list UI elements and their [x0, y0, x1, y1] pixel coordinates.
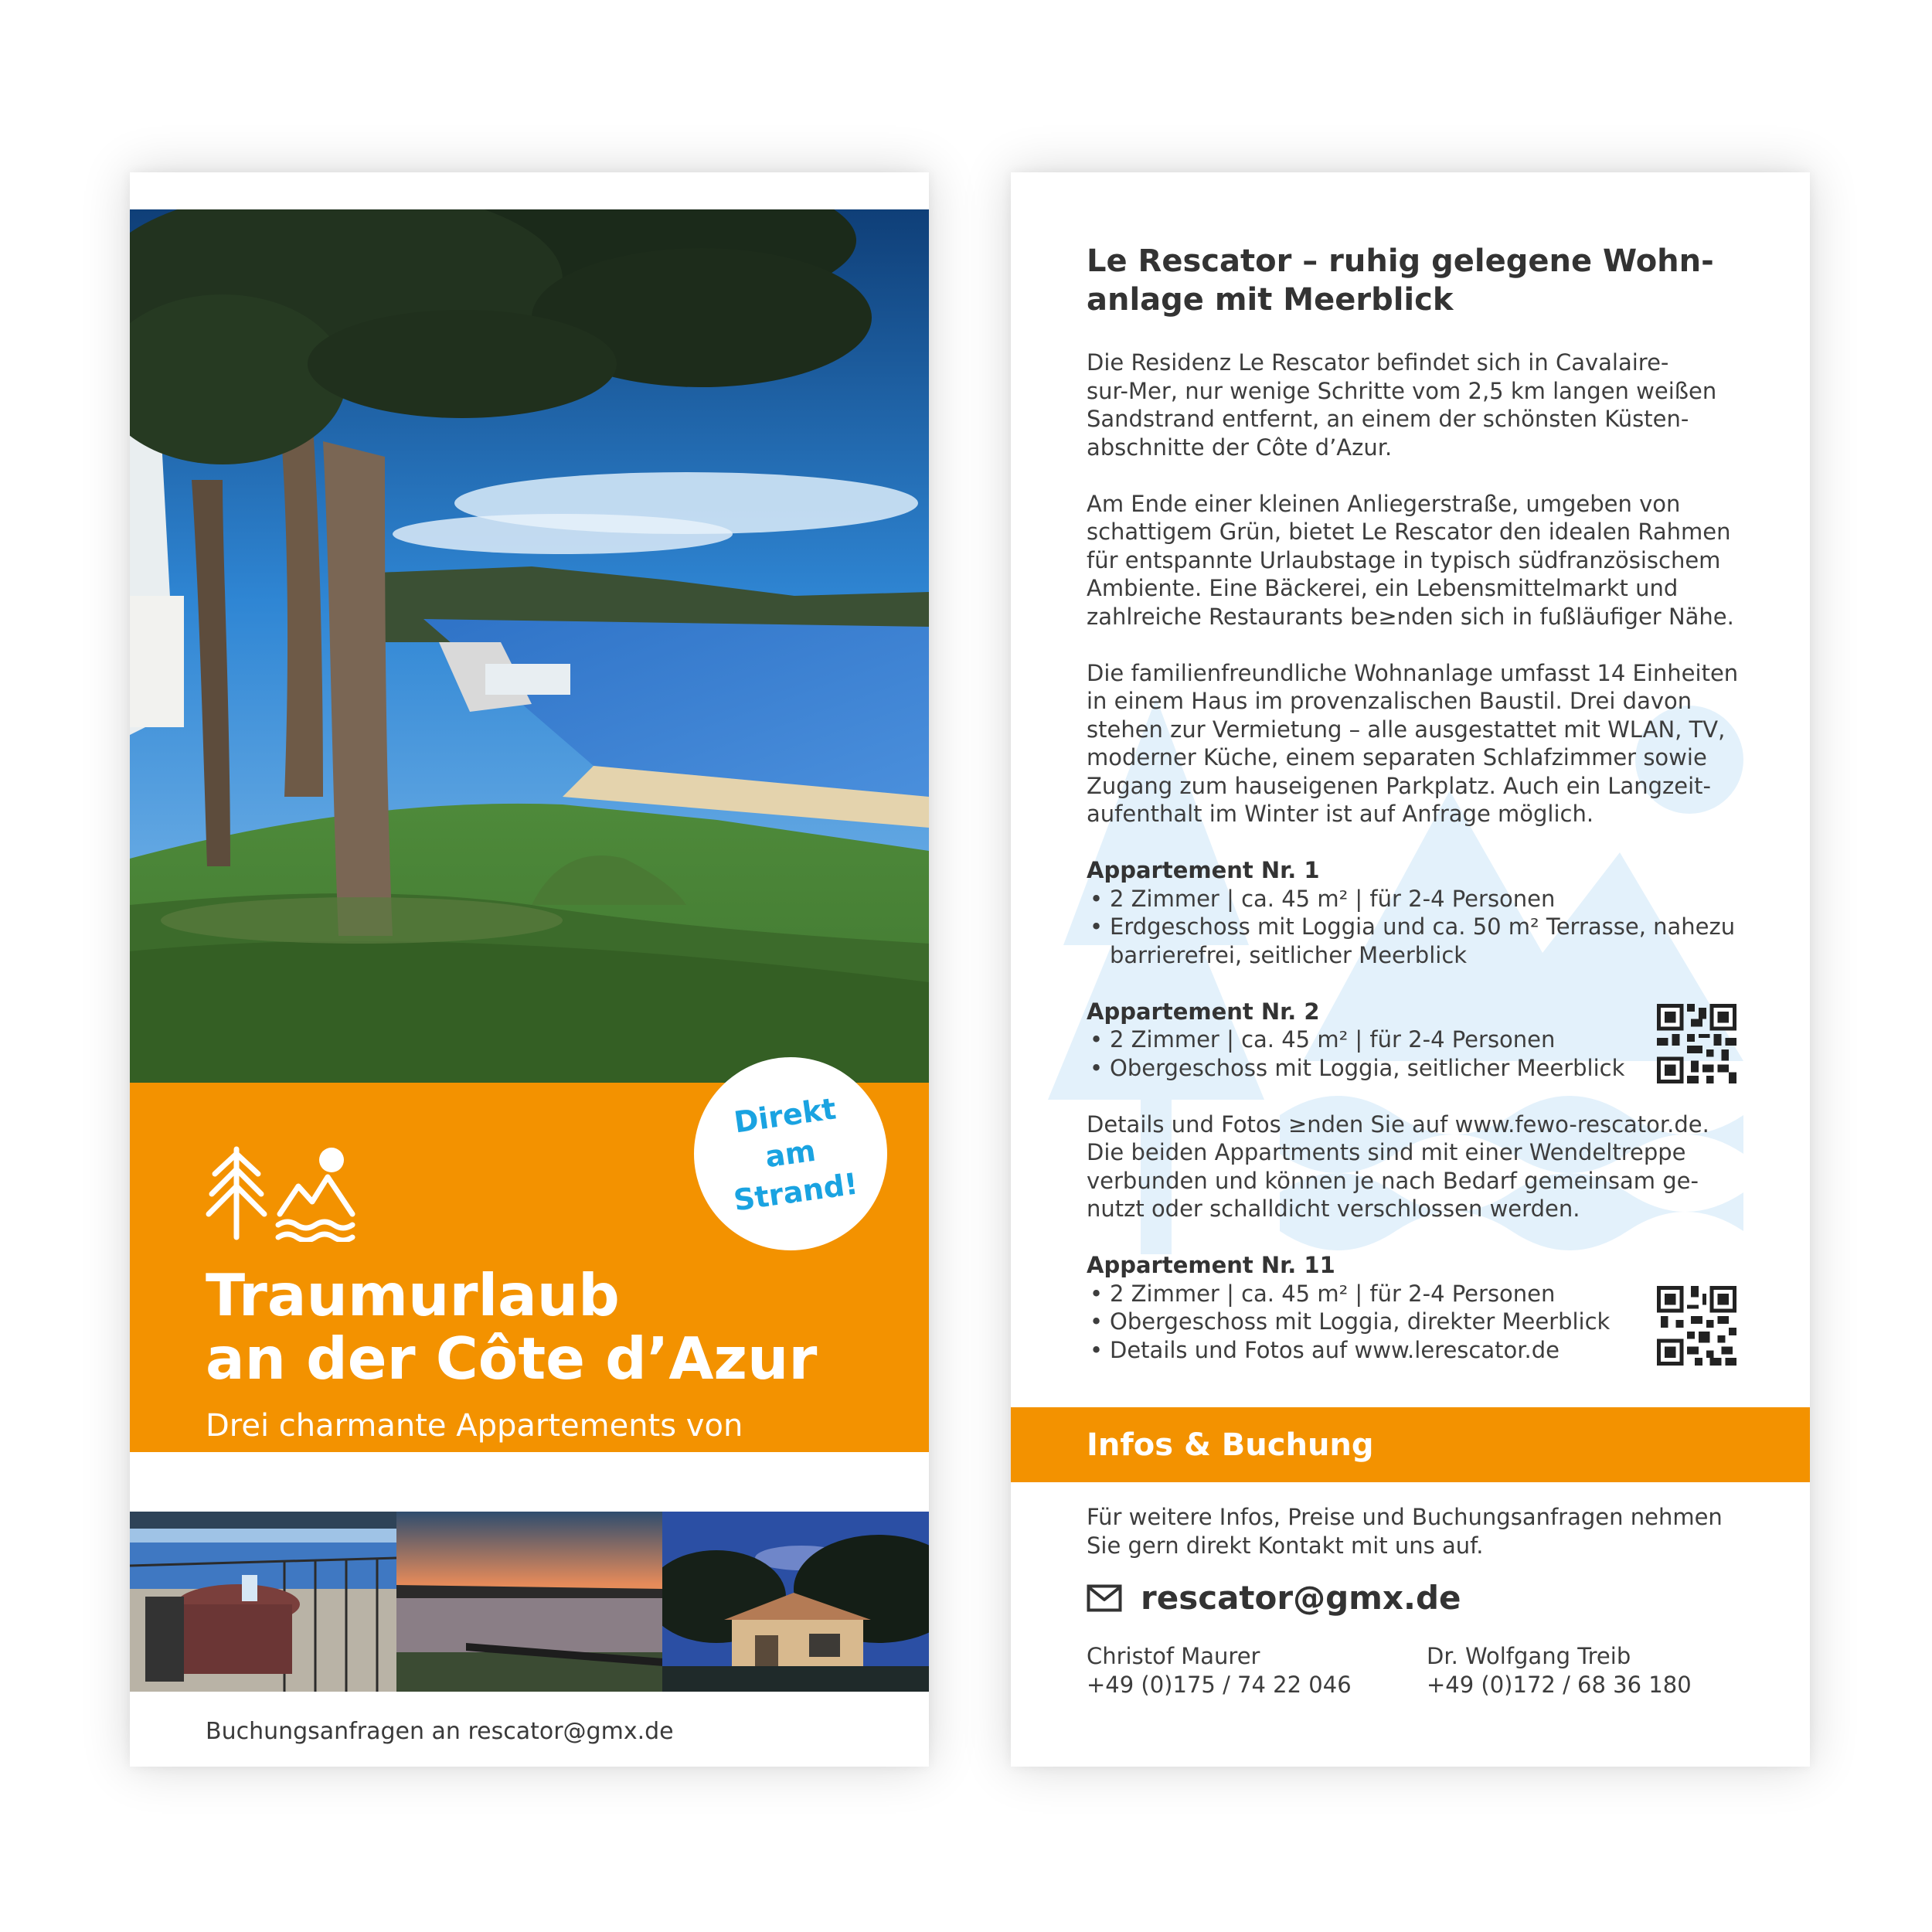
- back-title: [1087, 242, 1767, 319]
- text-line: aufenthalt im Winter ist auf Anfrage möglich.: [1087, 801, 1594, 827]
- text-line: nutzt oder schalldicht verschlossen werden.: [1087, 1196, 1580, 1222]
- subtitle-line-2: privat zu vermieten: [206, 1448, 509, 1484]
- hero-photo-beach-pine: [130, 209, 929, 1083]
- infos-band: [1011, 1407, 1810, 1482]
- text-line: Für weitere Infos, Preise und Buchungsanfragen nehmen: [1087, 1504, 1723, 1530]
- text-line: schattigem Grün, bietet Le Rescator den idealen Rahmen: [1087, 519, 1731, 545]
- email-contact[interactable]: [1087, 1579, 1461, 1617]
- paragraph-facilities: [1087, 659, 1767, 828]
- text-line: Sandstrand entfernt, an einem der schönsten Küsten-: [1087, 406, 1689, 432]
- text-line: moderner Küche, einem separaten Schlafzimmer sowie: [1087, 744, 1707, 770]
- apartment-2-title: Appartement Nr. 2: [1087, 998, 1320, 1025]
- text-line: zahlreiche Restaurants be≥nden sich in fußläufiger Nähe.: [1087, 603, 1734, 630]
- apartment-1-title: Appartement Nr. 1: [1087, 857, 1320, 883]
- person-phone[interactable]: +49 (0)172 / 68 36 180: [1427, 1671, 1692, 1698]
- booking-footer: Buchungsanfragen an rescator@gmx.de: [206, 1718, 674, 1745]
- text-line: abschnitte der Côte d’Azur.: [1087, 434, 1393, 461]
- list-item: • Obergeschoss mit Loggia, seitlicher Meerblick: [1087, 1054, 1767, 1083]
- text-line: für entspannte Urlaubstage in typisch südfranzösischem: [1087, 546, 1721, 573]
- qr-code-icon[interactable]: [1657, 1286, 1736, 1366]
- list-item: • 2 Zimmer | ca. 45 m² | für 2-4 Personen: [1087, 1026, 1767, 1054]
- photo-house-night: [662, 1512, 929, 1692]
- text-line: Die beiden Appartments sind mit einer Wendeltreppe: [1087, 1139, 1686, 1165]
- text-line: Sie gern direkt Kontakt mit uns auf.: [1087, 1532, 1484, 1559]
- list-item: • 2 Zimmer | ca. 45 m² | für 2-4 Personen: [1087, 885, 1767, 913]
- text-line: Ambiente. Eine Bäckerei, ein Lebensmittelmarkt und: [1087, 575, 1679, 601]
- person-name: Christof Maurer: [1087, 1643, 1260, 1669]
- photo-balcony: [130, 1512, 396, 1692]
- list-item: • Details und Fotos auf www.lerescator.de: [1087, 1336, 1767, 1365]
- main-title: [206, 1261, 886, 1393]
- text-line: stehen zur Vermietung – alle ausgestattet mit WLAN, TV,: [1087, 716, 1726, 743]
- title-line-1: Traumurlaub: [206, 1261, 620, 1329]
- paragraph-details: [1087, 1111, 1767, 1223]
- photo-sunset: [396, 1512, 663, 1692]
- infos-title: Infos & Buchung: [1087, 1427, 1374, 1463]
- subtitle-line-1: Drei charmante Appartements von: [206, 1408, 743, 1444]
- apartment-11-title: Appartement Nr. 11: [1087, 1252, 1335, 1278]
- beach-badge: [694, 1057, 887, 1250]
- back-title-line-2: anlage mit Meerblick: [1087, 282, 1454, 318]
- text-line: sur-Mer, nur wenige Schritte vom 2,5 km langen weißen: [1087, 377, 1717, 404]
- text-line: Die familienfreundliche Wohnanlage umfasst 14 Einheiten: [1087, 659, 1739, 686]
- text-line: verbunden und können je nach Bedarf gemeinsam ge-: [1087, 1167, 1699, 1194]
- qr-code-icon[interactable]: [1657, 1004, 1736, 1083]
- text-line: Details und Fotos ≥nden Sie auf www.fewo-rescator.de.: [1087, 1111, 1709, 1138]
- text-line: Zugang zum hauseigenen Parkplatz. Auch ein Langzeit-: [1087, 772, 1711, 799]
- title-line-2: an der Côte d’Azur: [206, 1325, 818, 1393]
- person-phone[interactable]: +49 (0)175 / 74 22 046: [1087, 1671, 1352, 1698]
- envelope-icon: [1087, 1584, 1122, 1612]
- description-content: [1087, 242, 1767, 1393]
- subtitle: [206, 1406, 839, 1486]
- contact-person-1: [1087, 1642, 1352, 1699]
- text-line: in einem Haus im provenzalischen Baustil. Drei davon: [1087, 688, 1692, 714]
- back-title-line-1: Le Rescator – ruhig gelegene Wohn-: [1087, 243, 1714, 279]
- paragraph-location: [1087, 349, 1767, 461]
- photo-strip: [130, 1512, 929, 1692]
- list-item: • Erdgeschoss mit Loggia und ca. 50 m² Terrasse, nahezu barrierefrei, seitlicher Meerblick: [1087, 913, 1767, 969]
- contact-intro: [1087, 1503, 1767, 1560]
- tree-mountain-waves-icon: [206, 1146, 360, 1242]
- text-line: Die Residenz Le Rescator befindet sich in Cavalaire-: [1087, 349, 1669, 376]
- badge-text: Direkt am Strand!: [731, 1091, 860, 1218]
- paragraph-surroundings: [1087, 490, 1767, 631]
- apartment-1-features: [1087, 885, 1767, 970]
- flyer-front: [130, 172, 929, 1767]
- list-item: • 2 Zimmer | ca. 45 m² | für 2-4 Personen: [1087, 1280, 1767, 1308]
- email-link[interactable]: rescator@gmx.de: [1141, 1579, 1461, 1617]
- list-item: • Obergeschoss mit Loggia, direkter Meerblick: [1087, 1308, 1767, 1336]
- person-name: Dr. Wolfgang Treib: [1427, 1643, 1631, 1669]
- contact-person-2: [1427, 1642, 1692, 1699]
- flyer-back: [1011, 172, 1810, 1767]
- text-line: Am Ende einer kleinen Anliegerstraße, umgeben von: [1087, 490, 1681, 517]
